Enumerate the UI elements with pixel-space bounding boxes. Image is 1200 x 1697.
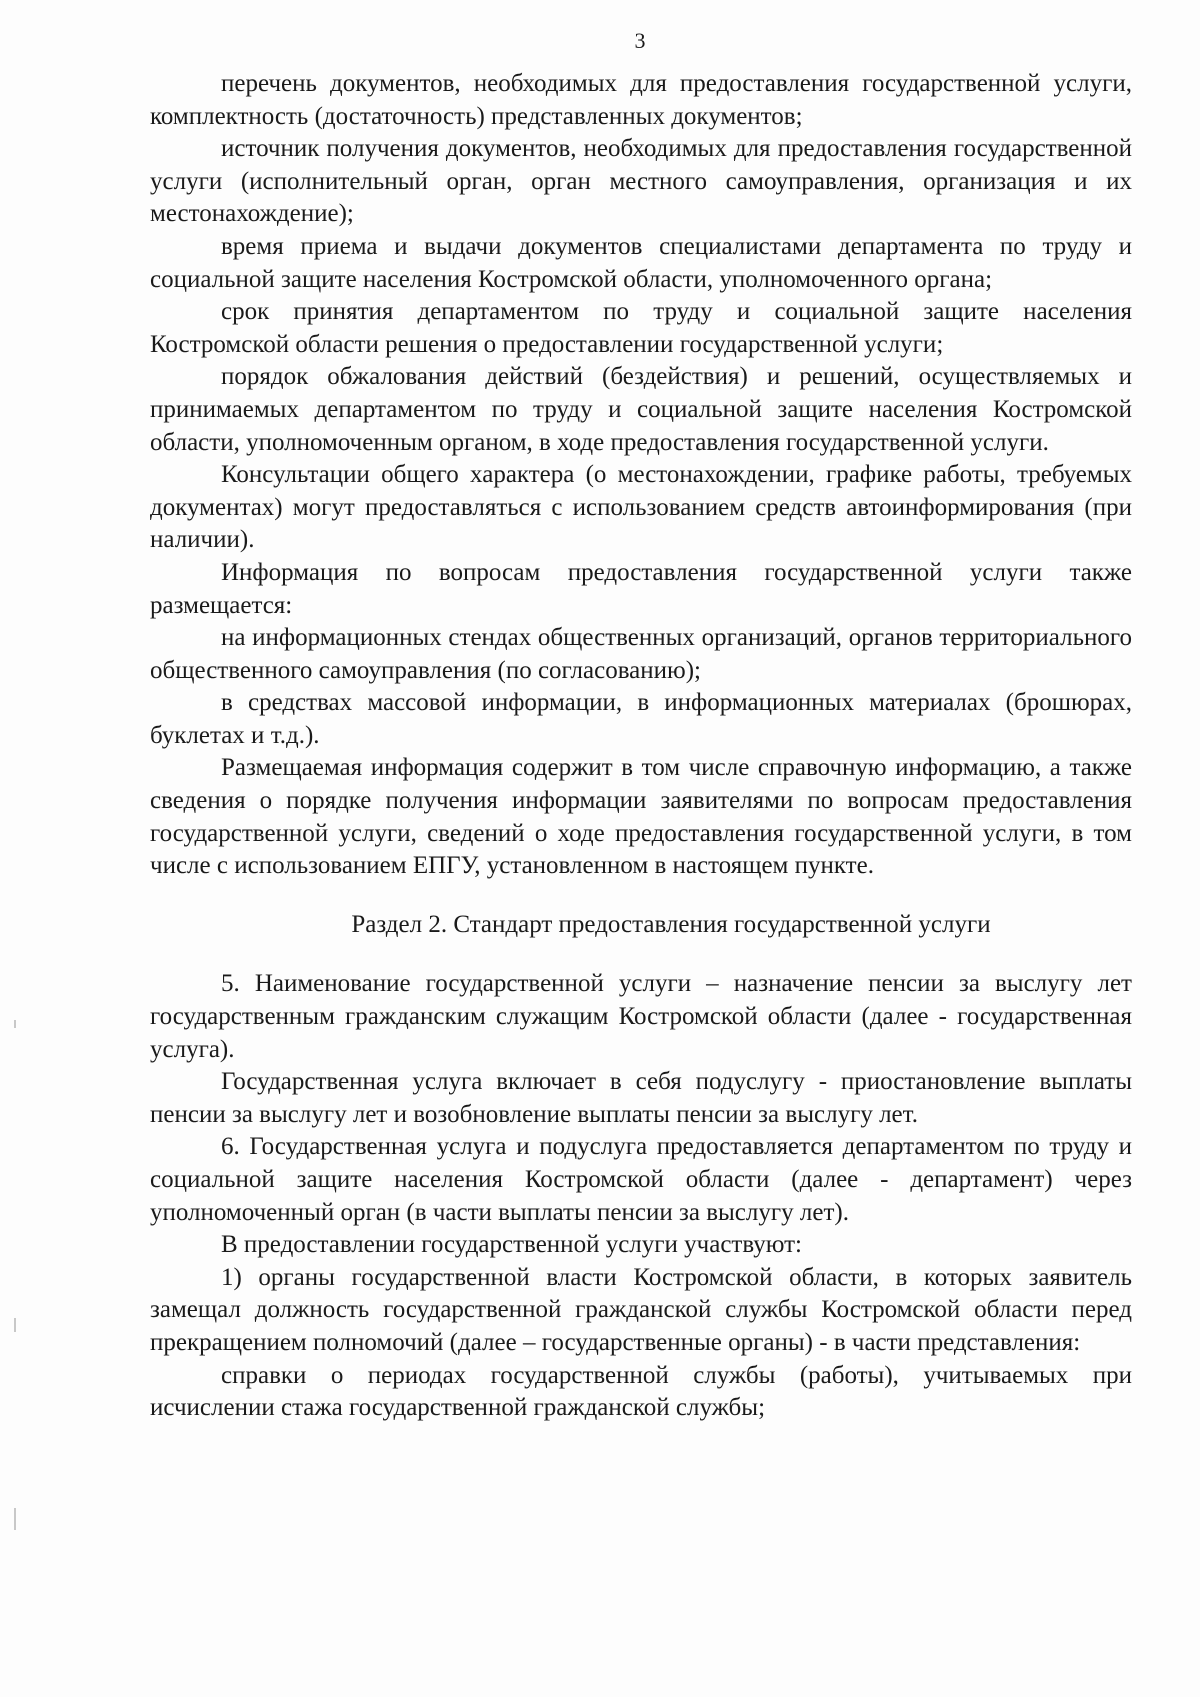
- scan-edge-mark: [14, 1508, 16, 1530]
- paragraph: перечень документов, необходимых для предоставления государственной услуги, комплектность (достаточность) представленных документов;: [150, 70, 1132, 130]
- paragraph: порядок обжалования действий (бездействия) и решений, осуществляемых и принимаемых департаментом по труду и социальной защите населения Костромской области, уполномоченным органом, в ходе предоставления государственной услуги.: [150, 363, 1132, 456]
- paragraph: время приема и выдачи документов специалистами департамента по труду и социальной защите населения Костромской области, уполномоченного органа;: [150, 232, 1132, 293]
- scan-edge-mark: [14, 1020, 16, 1028]
- paragraph: Информация по вопросам предоставления государственной услуги также размещается:: [150, 558, 1132, 619]
- paragraph: справки о периодах государственной службы (работы), учитываемых при исчислении стажа государственной гражданской службы;: [150, 1361, 1132, 1422]
- paragraph: В предоставлении государственной услуги участвуют:: [221, 1231, 803, 1259]
- paragraph: Размещаемая информация содержит в том числе справочную информацию, а также сведения о порядке получения информации заявителями по вопросам предоставления государственной услуги, сведений о ходе предоставления государственной услуги, в том числе с использованием ЕПГУ, установленном в настоящем пункте.: [150, 754, 1132, 880]
- paragraph: срок принятия департаментом по труду и социальной защите населения Костромской области решения о предоставлении государственной услуги;: [150, 298, 1132, 358]
- paragraph: Государственная услуга включает в себя подуслугу - приостановление выплаты пенсии за выслугу лет и возобновление выплаты пенсии за выслугу лет.: [150, 1068, 1132, 1128]
- section-heading: Раздел 2. Стандарт предоставления государственной услуги: [351, 910, 991, 938]
- scan-edge-mark: [14, 1318, 16, 1332]
- paragraph: 6. Государственная услуга и подуслуга предоставляется департаментом по труду и социальной защите населения Костромской области (далее - департамент) через уполномоченный орган (в части выплаты пенсии за выслугу лет).: [150, 1133, 1132, 1226]
- paragraph: в средствах массовой информации, в информационных материалах (брошюрах, буклетах и т.д.).: [150, 689, 1132, 749]
- paragraph: 1) органы государственной власти Костромской области, в которых заявитель замещал должность государственной гражданской службы Костромской области перед прекращением полномочий (далее – государственные органы) - в части представления:: [150, 1263, 1132, 1356]
- section-2-body: [150, 968, 1132, 1424]
- paragraph: источник получения документов, необходимых для предоставления государственной услуги (исполнительный орган, орган местного самоуправления, организация и их местонахождение);: [150, 135, 1132, 228]
- page-number: 3: [634, 28, 646, 53]
- document-body: [150, 68, 1132, 1425]
- paragraph: 5. Наименование государственной услуги – назначение пенсии за выслугу лет государственным гражданским служащим Костромской области (далее - государственная услуга).: [150, 970, 1132, 1063]
- paragraph: Консультации общего характера (о местонахождении, графике работы, требуемых документах) могут предоставляться с использованием средств автоинформирования (при наличии).: [150, 461, 1132, 554]
- paragraph: на информационных стендах общественных организаций, органов территориального общественного самоуправления (по согласованию);: [150, 624, 1132, 684]
